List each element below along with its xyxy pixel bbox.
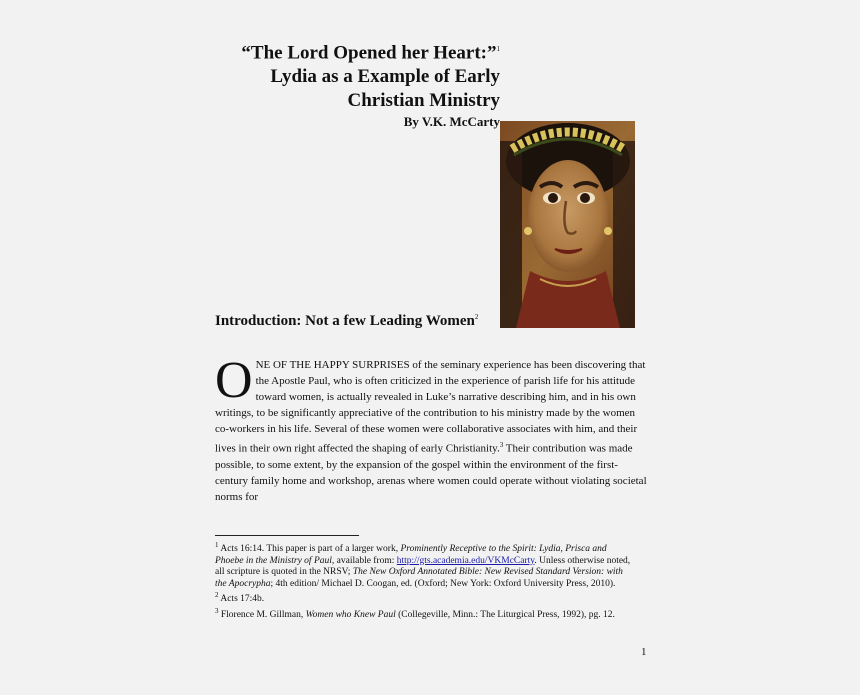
footnote-2 — [215, 590, 635, 606]
footnote-2-number: 2 — [215, 591, 219, 600]
footnote-ref-2[interactable]: 2 — [474, 313, 479, 321]
drop-cap: O — [215, 352, 253, 409]
footnote-1-work-title: Prominently Receptive to the Spirit: Lydia, Prisca and Phoebe in the Ministry of Paul, — [215, 544, 607, 566]
paragraph-part-1: NE OF THE HAPPY SURPRISES of the seminary experience has been discovering that the Apostle Paul, who is often criticized in the experience of parish life for his attitude toward women, is actually revealed in Luke’s narrative describing him, and in his own writings, to be significantly appreciative of the contribution to his ministry made by the women co-workers in his life. Several of these women were collaborative associates with him, and their lives in their own right affected the shaping of early Christianity. — [215, 359, 646, 455]
title-line-2: Lydia as a Example of Early — [270, 66, 500, 88]
footnote-ref-3[interactable]: 3 — [499, 441, 504, 449]
footnote-3-number: 3 — [215, 606, 219, 615]
footnote-1-bible-title: The New Oxford Annotated Bible: New Revised Standard Version: with the Apocrypha — [215, 567, 623, 589]
footnote-1-number: 1 — [215, 541, 219, 549]
title-line-3: Christian Ministry — [347, 90, 500, 112]
fayum-portrait-image — [500, 121, 635, 328]
footnote-1-text-c: available from: — [334, 555, 397, 566]
footnote-2-text: Acts 17:4b. — [218, 594, 265, 605]
footnote-3 — [215, 606, 635, 622]
page-number: 1 — [641, 646, 647, 658]
footnote-3-text-a: Florence M. Gillman, — [218, 609, 306, 620]
footnote-1-link[interactable]: http://gts.academia.edu/VKMcCarty — [396, 555, 535, 566]
footnotes — [215, 540, 635, 621]
footnote-3-book-title: Women who Knew Paul — [305, 609, 396, 620]
paragraph-part-2: Their contribution was made possible, to some extent, by the expansion of the gospel within the environment of the first-century family home and workshop, arenas where women could operate without violating societal norms for — [215, 442, 647, 503]
section-heading-text: Introduction: Not a few Leading Women — [215, 313, 475, 329]
title-line-1-text: “The Lord Opened her Heart:” — [241, 42, 497, 64]
footnote-divider — [215, 535, 359, 536]
footnote-3-text-c: (Collegeville, Minn.: The Liturgical Press, 1992), pg. 12. — [395, 609, 615, 620]
footnote-1-text-d: . Unless otherwise noted, all scripture is quoted in the NRSV; — [215, 555, 631, 578]
paragraph-text — [215, 352, 650, 505]
title-block — [200, 37, 500, 130]
footnote-ref-1[interactable]: 1 — [496, 45, 500, 53]
author-byline: By V.K. McCarty — [403, 114, 500, 130]
footnote-1-text-a: Acts 16:14. This paper is part of a larger work, — [218, 544, 401, 555]
footnote-1 — [215, 540, 635, 590]
body-paragraph — [215, 352, 650, 505]
title-line-1 — [200, 37, 500, 65]
footnote-1-text-f: ; 4th edition/ Michael D. Coogan, ed. (Oxford; New York: Oxford University Press, 2010). — [270, 578, 616, 589]
section-heading — [215, 313, 478, 330]
